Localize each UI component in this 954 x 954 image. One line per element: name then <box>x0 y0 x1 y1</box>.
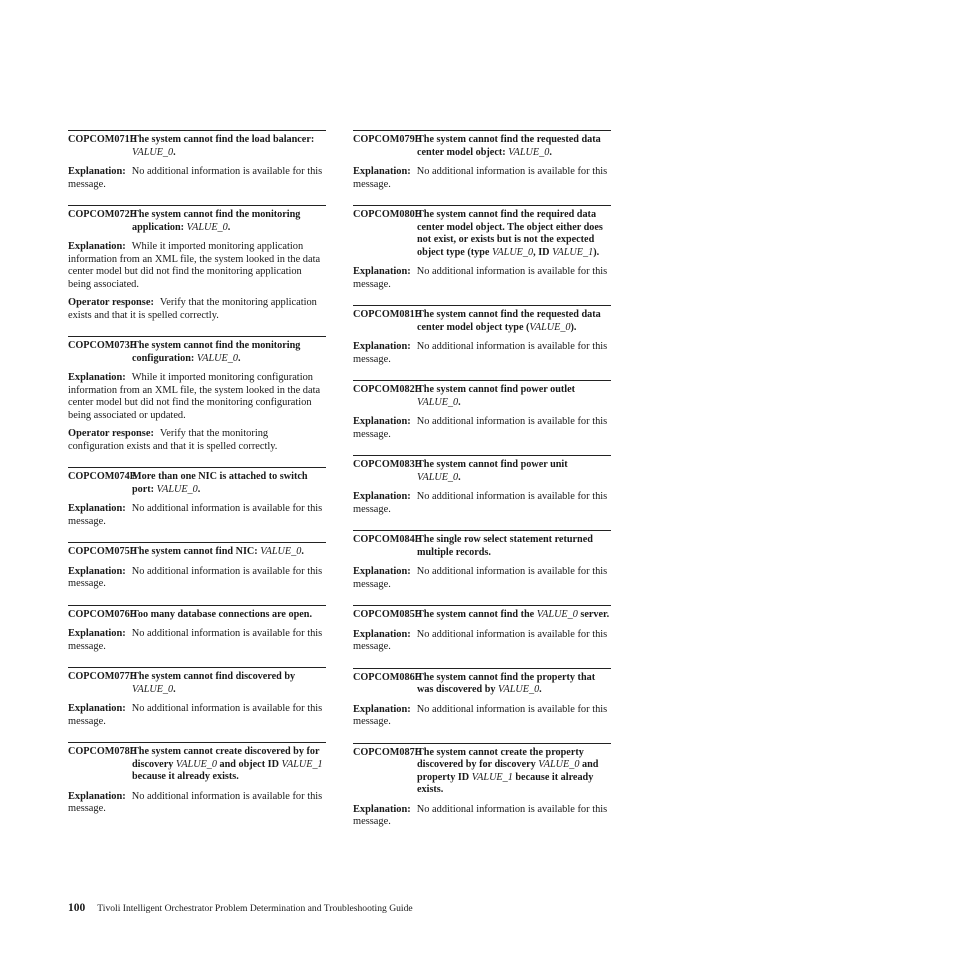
explanation-label: Explanation: <box>68 166 126 177</box>
title-text: More than one NIC is attached to switch port: <box>132 471 308 495</box>
message-entry <box>353 130 611 191</box>
explanation-paragraph <box>68 241 326 291</box>
message-title <box>132 746 326 784</box>
operator-response-text: Verify that the monitoring application exists and that it is spelled correctly. <box>68 297 317 321</box>
explanation-label: Explanation: <box>353 166 411 177</box>
message-header <box>68 471 326 496</box>
message-entry <box>68 467 326 528</box>
explanation-label: Explanation: <box>353 566 411 577</box>
explanation-paragraph <box>353 566 611 591</box>
message-code: COPCOM086E <box>353 671 422 683</box>
message-entry <box>353 668 611 729</box>
operator-response-label: Operator response: <box>68 297 154 308</box>
message-title <box>417 609 611 622</box>
message-header <box>353 384 611 409</box>
title-text: The system cannot find the <box>417 609 537 620</box>
explanation-text: No additional information is available for this message. <box>353 416 608 440</box>
variable-text: VALUE_0 <box>417 471 459 483</box>
title-text: The system cannot find the load balancer: <box>132 134 315 145</box>
variable-text: VALUE_0 <box>491 246 534 258</box>
message-title <box>417 534 611 559</box>
explanation-paragraph <box>68 703 326 728</box>
message-entry <box>353 605 611 654</box>
message-code: COPCOM072E <box>68 209 137 220</box>
left-column <box>68 130 326 830</box>
title-text: and object ID <box>216 758 282 770</box>
explanation-label: Explanation: <box>353 491 411 502</box>
message-entry <box>353 380 611 441</box>
message-title <box>132 609 326 622</box>
message-title <box>417 134 611 159</box>
explanation-label: Explanation: <box>68 565 126 577</box>
title-text: . <box>197 483 201 495</box>
book-title: Tivoli Intelligent Orchestrator Problem Determination and Troubleshooting Guide <box>97 903 413 914</box>
message-header <box>353 534 611 559</box>
explanation-paragraph <box>353 629 611 654</box>
message-code: COPCOM082E <box>353 384 422 395</box>
title-text: The single row select statement returned multiple records. <box>417 534 593 558</box>
title-text: , ID <box>533 246 553 258</box>
title-text: The system cannot find the requested data center model object type ( <box>417 309 601 333</box>
title-text: The system cannot create discovered by for discovery <box>132 746 320 770</box>
title-text: . <box>458 471 461 483</box>
explanation-text: No additional information is available for this message. <box>353 566 608 590</box>
message-header <box>353 309 611 334</box>
message-code: COPCOM074E <box>68 471 137 482</box>
page-number: 100 <box>68 902 86 914</box>
title-text: The system cannot find discovered by <box>132 671 296 682</box>
message-title <box>417 747 611 797</box>
message-header <box>353 134 611 159</box>
title-text: . <box>237 352 241 364</box>
message-header <box>68 546 326 559</box>
explanation-text: No additional information is available for this message. <box>353 491 608 515</box>
message-header <box>68 340 326 365</box>
explanation-text: No additional information is available for this message. <box>353 803 608 827</box>
variable-text: VALUE_1 <box>552 246 594 258</box>
message-title <box>132 209 326 234</box>
title-text: The system cannot find the property that was discovered by <box>417 671 596 695</box>
message-code: COPCOM081E <box>353 309 422 320</box>
explanation-paragraph <box>353 491 611 516</box>
variable-text: VALUE_0 <box>186 221 228 233</box>
title-text: . <box>549 146 552 158</box>
message-header <box>68 209 326 234</box>
variable-text: VALUE_0 <box>538 759 580 770</box>
explanation-paragraph <box>353 704 611 729</box>
title-text: and property ID <box>417 759 599 783</box>
title-text: ). <box>570 321 577 333</box>
variable-text: VALUE_0 <box>132 683 174 695</box>
title-text: ). <box>593 246 600 258</box>
variable-text: VALUE_0 <box>196 352 238 364</box>
variable-text: VALUE_0 <box>156 483 198 495</box>
message-header <box>353 609 611 622</box>
message-header <box>353 672 611 697</box>
message-code: COPCOM078E <box>68 746 137 757</box>
message-entry <box>68 336 326 453</box>
message-entry <box>68 130 326 191</box>
operator-response-paragraph <box>68 297 326 322</box>
explanation-paragraph <box>353 416 611 441</box>
title-text: The system cannot find power unit <box>417 459 568 470</box>
explanation-paragraph <box>353 166 611 191</box>
operator-response-label: Operator response: <box>68 428 154 439</box>
message-entry <box>353 743 611 829</box>
explanation-text: No additional information is available for this message. <box>353 628 608 652</box>
message-code: COPCOM077E <box>68 671 137 682</box>
message-entry <box>68 605 326 654</box>
operator-response-text: Verify that the monitoring configuration exists and that it is spelled correctly. <box>68 428 278 452</box>
message-header <box>353 209 611 259</box>
message-header <box>68 134 326 159</box>
explanation-text: No additional information is available for this message. <box>68 166 323 190</box>
explanation-paragraph <box>68 628 326 653</box>
explanation-paragraph <box>68 372 326 422</box>
message-title <box>417 209 611 259</box>
explanation-label: Explanation: <box>68 503 126 514</box>
message-entry <box>353 530 611 591</box>
explanation-label: Explanation: <box>68 372 126 383</box>
message-title <box>417 309 611 334</box>
explanation-text: No additional information is available for this message. <box>353 166 608 190</box>
explanation-text: While it imported monitoring application information from an XML file, the system looked in the data center model but did not find the monitoring application being associated. <box>68 241 321 290</box>
explanation-paragraph <box>68 166 326 191</box>
message-header <box>353 459 611 484</box>
message-title <box>132 671 326 696</box>
message-entry <box>353 205 611 291</box>
variable-text: VALUE_0 <box>260 546 302 557</box>
message-entry <box>68 742 326 816</box>
variable-text: VALUE_0 <box>417 396 459 408</box>
title-text: The system cannot find the monitoring configuration: <box>132 340 301 364</box>
right-column <box>353 130 611 843</box>
message-title <box>132 471 326 496</box>
title-text: Too many database connections are open. <box>132 608 312 620</box>
title-text: The system cannot find the requested data center model object: <box>417 134 601 158</box>
explanation-label: Explanation: <box>68 790 126 802</box>
variable-text: VALUE_0 <box>536 609 578 620</box>
variable-text: VALUE_0 <box>132 146 174 158</box>
explanation-label: Explanation: <box>353 803 411 815</box>
title-text: . <box>539 684 542 695</box>
message-entry <box>68 205 326 322</box>
title-text: because it already exists. <box>417 771 594 795</box>
explanation-label: Explanation: <box>353 703 411 715</box>
message-title <box>417 384 611 409</box>
title-text: . <box>227 221 231 233</box>
message-title <box>132 340 326 365</box>
message-header <box>68 671 326 696</box>
page-footer <box>68 902 413 914</box>
message-code: COPCOM083E <box>353 459 422 470</box>
title-text: The system cannot create the property discovered by for discovery <box>417 746 584 770</box>
operator-response-paragraph <box>68 428 326 453</box>
explanation-label: Explanation: <box>353 341 411 352</box>
explanation-paragraph <box>353 804 611 829</box>
explanation-text: While it imported monitoring configuration information from an XML file, the system looked in the data center model but did not find the monitoring configuration being associated or updated. <box>68 372 321 421</box>
variable-text: VALUE_1 <box>281 758 323 770</box>
variable-text: VALUE_0 <box>508 146 550 158</box>
explanation-paragraph <box>68 503 326 528</box>
explanation-label: Explanation: <box>68 241 126 252</box>
explanation-paragraph <box>353 341 611 366</box>
title-text: . <box>173 683 176 695</box>
variable-text: VALUE_1 <box>471 771 513 783</box>
message-title <box>132 134 326 159</box>
explanation-text: No additional information is available for this message. <box>353 341 608 365</box>
title-text: The system cannot find the monitoring application: <box>132 209 301 233</box>
explanation-label: Explanation: <box>353 628 411 640</box>
message-header <box>68 609 326 622</box>
variable-text: VALUE_0 <box>175 758 217 770</box>
explanation-text: No additional information is available for this message. <box>353 703 608 727</box>
message-code: COPCOM080E <box>353 209 422 220</box>
message-code: COPCOM076E <box>68 608 137 620</box>
variable-text: VALUE_0 <box>529 321 571 333</box>
message-title <box>417 459 611 484</box>
message-entry <box>353 455 611 516</box>
explanation-text: No additional information is available for this message. <box>68 628 323 652</box>
explanation-paragraph <box>68 791 326 816</box>
explanation-label: Explanation: <box>68 628 126 639</box>
message-entry <box>68 667 326 728</box>
message-header <box>353 747 611 797</box>
message-code: COPCOM085E <box>353 609 422 620</box>
message-code: COPCOM071E <box>68 134 137 145</box>
explanation-text: No additional information is available for this message. <box>68 503 323 527</box>
explanation-text: No additional information is available for this message. <box>353 266 608 290</box>
message-code: COPCOM073E <box>68 340 137 351</box>
title-text: because it already exists. <box>132 771 239 782</box>
explanation-text: No additional information is available for this message. <box>68 790 323 814</box>
title-text: . <box>173 146 176 158</box>
title-text: The system cannot find NIC: <box>132 546 261 557</box>
message-title <box>132 546 326 559</box>
explanation-paragraph <box>68 566 326 591</box>
title-text: The system cannot find the required data center model object. The object either does not exist, or exists but is not the expected object type (type <box>417 209 603 258</box>
title-text: . <box>301 546 304 557</box>
title-text: server. <box>577 609 610 620</box>
title-text: . <box>458 396 461 408</box>
message-title <box>417 672 611 697</box>
message-entry <box>353 305 611 366</box>
variable-text: VALUE_0 <box>498 684 540 695</box>
message-code: COPCOM079E <box>353 134 422 145</box>
explanation-paragraph <box>353 266 611 291</box>
message-header <box>68 746 326 784</box>
title-text: The system cannot find power outlet <box>417 384 576 395</box>
message-code: COPCOM087E <box>353 746 422 758</box>
explanation-label: Explanation: <box>353 416 411 427</box>
message-code: COPCOM075E <box>68 546 137 557</box>
message-code: COPCOM084E <box>353 534 422 545</box>
explanation-text: No additional information is available for this message. <box>68 565 323 589</box>
explanation-text: No additional information is available for this message. <box>68 703 323 727</box>
message-entry <box>68 542 326 591</box>
explanation-label: Explanation: <box>353 266 411 277</box>
explanation-label: Explanation: <box>68 703 126 714</box>
